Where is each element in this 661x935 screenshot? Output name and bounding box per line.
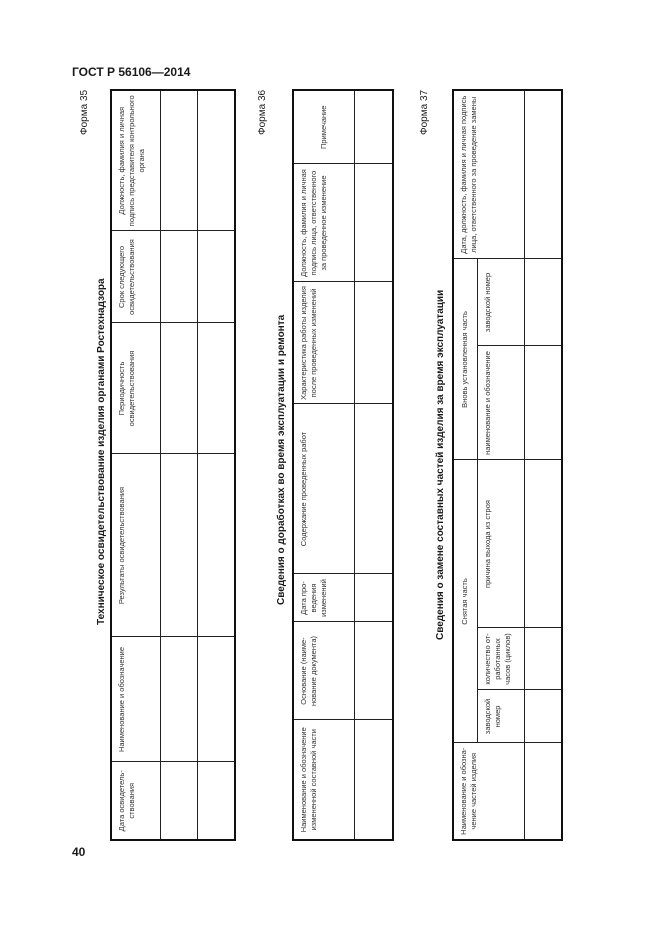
- form36-col-date: Дата проведения изменений: [293, 574, 354, 622]
- form35-empty-row: [197, 90, 235, 840]
- form37-label: Форма 37: [419, 89, 430, 135]
- form35-empty-row: [160, 90, 197, 840]
- form37-col-removed-reason: причина выхода из строя: [477, 460, 524, 628]
- form37-col-removed-serial: заводской номер: [477, 690, 524, 743]
- form35-col-signature: Должность, фамилия и личная подпись представителя контрольного органа: [111, 90, 160, 231]
- form37-col-removed-hours: количество отработанных часов (циклов): [477, 628, 524, 690]
- form37-empty-row: [524, 90, 562, 840]
- form35-title: Техническое освидетельствование изделия органами Ростехнадзора: [96, 278, 107, 625]
- form37-table: [452, 89, 563, 841]
- form37-col-part-name: Наименование и обозначение частей изделия: [453, 743, 524, 840]
- form36-col-basis: Основание (наименование документа): [293, 622, 354, 720]
- form35-col-results: Результаты освидетельствования: [111, 454, 160, 637]
- form36-col-note: Примечание: [293, 90, 354, 164]
- form35-col-date: Дата освидетельствования: [111, 762, 160, 840]
- form35-label: Форма 35: [79, 89, 90, 135]
- form37-col-installed-serial: заводской номер: [477, 259, 524, 346]
- form36-empty-row: [354, 90, 393, 840]
- form35-col-next-date: Срок следующего освидетельствования: [111, 231, 160, 323]
- form37-col-installed-name: наименование и обозначение: [477, 346, 524, 460]
- form36-col-content: Содержание проведенных работ: [293, 404, 354, 574]
- form36-col-part-name: Наименование и обозначение измененной составной части: [293, 720, 354, 840]
- form37-col-signature: Дата, должность, фамилия и личная подпись лица, ответственного за проведение замены: [453, 90, 524, 259]
- form37-title: Сведения о замене составных частей изделия за время эксплуатации: [435, 289, 446, 640]
- form36-title: Сведения о доработках во время эксплуатации и ремонта: [276, 314, 287, 605]
- form37-group-installed: Вновь установленная часть: [453, 259, 477, 460]
- form36-col-characteristics: Характеристика работы изделия после проведенных изменений: [293, 282, 354, 404]
- form36-label: Форма 36: [257, 89, 268, 135]
- form36-col-signature: Должность, фамилия и личная подпись лица, ответственного за проведенное изменение: [293, 164, 354, 282]
- document-header: ГОСТ Р 56106—2014: [72, 65, 191, 79]
- form35-col-name: Наименование и обозначение: [111, 637, 160, 762]
- form35-col-periodicity: Периодичность освидетельствования: [111, 323, 160, 454]
- form37-group-removed: Снятая часть: [453, 460, 477, 743]
- form36-table: [292, 89, 394, 841]
- form35-table: [110, 89, 236, 841]
- page-number: 40: [72, 845, 86, 859]
